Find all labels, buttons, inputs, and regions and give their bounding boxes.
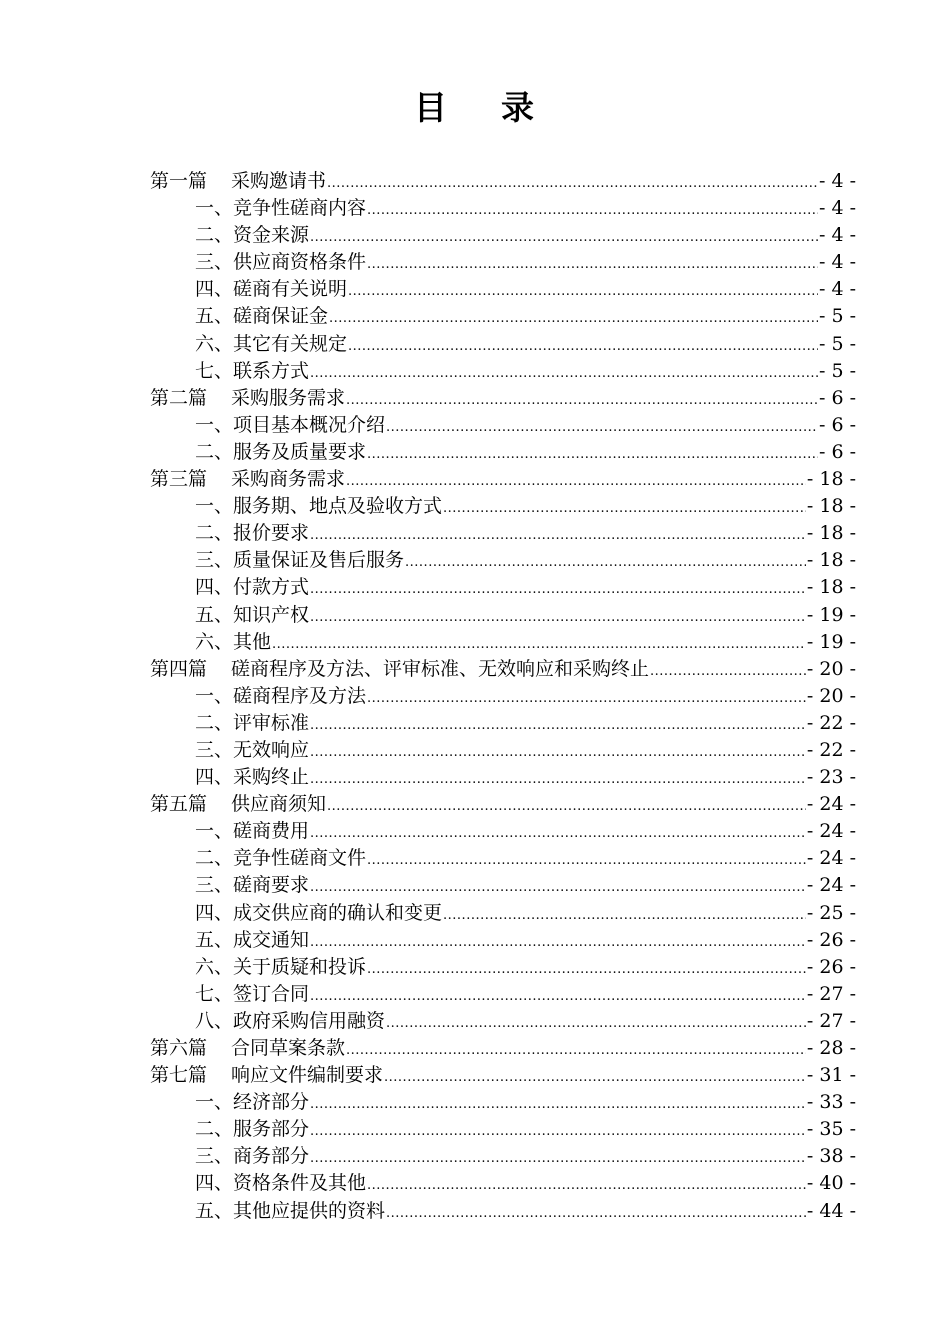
toc-entry-label <box>195 547 404 574</box>
toc-entry-label <box>150 656 649 683</box>
toc-section-entry[interactable] <box>150 520 856 547</box>
toc-entry-number: 六、 <box>195 332 234 355</box>
toc-dot-leader <box>272 631 806 658</box>
toc-entry-label <box>195 872 309 899</box>
toc-page-number: - 23 - <box>806 766 856 789</box>
toc-entry-text: 关于质疑和投诉 <box>233 955 367 978</box>
toc-entry-label <box>195 439 366 466</box>
toc-entry-number: 一、 <box>195 413 234 436</box>
toc-dot-leader <box>310 224 818 251</box>
toc-section-entry[interactable] <box>150 900 856 927</box>
toc-dot-leader <box>310 712 806 739</box>
toc-entry-text: 响应文件编制要求 <box>231 1064 384 1087</box>
toc-entry-number: 五、 <box>195 928 234 951</box>
toc-entry-text: 其他应提供的资料 <box>233 1199 386 1222</box>
toc-chapter-entry[interactable] <box>150 1035 856 1062</box>
toc-entry-text: 磋商保证金 <box>233 305 329 328</box>
toc-dot-leader <box>367 1172 806 1199</box>
toc-page-number: - 24 - <box>806 874 856 897</box>
toc-entry-label <box>195 683 366 710</box>
toc-entry-label <box>195 493 442 520</box>
toc-page-number: - 5 - <box>818 359 856 382</box>
toc-entry-label <box>195 1198 385 1225</box>
toc-entry-number: 二、 <box>195 522 234 545</box>
toc-entry-number: 四、 <box>195 1172 234 1195</box>
toc-entry-label <box>195 845 366 872</box>
toc-entry-number: 五、 <box>195 1199 234 1222</box>
toc-section-entry[interactable] <box>150 1089 856 1116</box>
toc-dot-leader <box>367 197 818 224</box>
toc-page-number: - 5 - <box>818 305 856 328</box>
toc-chapter-entry[interactable] <box>150 656 856 683</box>
toc-section-entry[interactable] <box>150 683 856 710</box>
toc-entry-label <box>195 222 309 249</box>
toc-entry-number: 第六篇 <box>150 1037 208 1059</box>
toc-page-number: - 4 - <box>818 224 856 247</box>
toc-page-number: - 27 - <box>806 982 856 1005</box>
toc-dot-leader <box>386 1200 806 1227</box>
toc-entry-text: 质量保证及售后服务 <box>233 549 405 572</box>
toc-entry-label <box>195 927 309 954</box>
toc-page-number: - 6 - <box>818 386 856 409</box>
toc-section-entry[interactable] <box>150 1198 856 1225</box>
toc-entry-text: 磋商程序及方法 <box>233 684 367 707</box>
toc-section-entry[interactable] <box>150 195 856 222</box>
toc-chapter-entry[interactable] <box>150 385 856 412</box>
toc-page-number: - 18 - <box>806 468 856 491</box>
toc-page-number: - 26 - <box>806 928 856 951</box>
toc-entry-number: 第二篇 <box>150 386 208 409</box>
toc-entry-text: 其他 <box>233 630 272 653</box>
toc-entry-text: 合同草案条款 <box>231 1037 346 1059</box>
toc-entry-label <box>195 1170 366 1197</box>
toc-section-entry[interactable] <box>150 439 856 466</box>
toc-section-entry[interactable] <box>150 629 856 656</box>
toc-entry-number: 二、 <box>195 224 234 247</box>
toc-page-number: - 18 - <box>806 576 856 599</box>
toc-entry-number: 二、 <box>195 711 234 734</box>
toc-entry-number: 六、 <box>195 630 234 653</box>
toc-entry-text: 服务期、地点及验收方式 <box>233 495 443 518</box>
toc-section-entry[interactable] <box>150 927 856 954</box>
toc-section-entry[interactable] <box>150 249 856 276</box>
toc-entry-number: 一、 <box>195 1091 234 1114</box>
toc-page-number: - 27 - <box>806 1009 856 1032</box>
toc-entry-number: 一、 <box>195 495 234 518</box>
toc-entry-text: 采购商务需求 <box>231 468 346 491</box>
toc-entry-label <box>150 466 345 493</box>
toc-entry-label <box>150 168 326 195</box>
toc-entry-label <box>195 1089 309 1116</box>
toc-dot-leader <box>650 658 806 685</box>
toc-entry-label <box>195 629 271 656</box>
toc-entry-number: 六、 <box>195 955 234 978</box>
toc-page-number: - 22 - <box>806 711 856 734</box>
toc-entry-label <box>195 818 309 845</box>
toc-entry-number: 第五篇 <box>150 793 208 816</box>
table-of-contents <box>150 168 856 1225</box>
toc-section-entry[interactable] <box>150 818 856 845</box>
toc-section-entry[interactable] <box>150 710 856 737</box>
toc-page-number: - 35 - <box>806 1118 856 1141</box>
toc-entry-text: 资格条件及其他 <box>233 1172 367 1195</box>
toc-entry-label <box>195 412 385 439</box>
toc-page-number: - 19 - <box>806 603 856 626</box>
toc-entry-text: 供应商须知 <box>231 793 327 816</box>
toc-entry-label <box>195 602 309 629</box>
toc-page-number: - 20 - <box>806 684 856 707</box>
toc-section-entry[interactable] <box>150 276 856 303</box>
toc-section-entry[interactable] <box>150 1143 856 1170</box>
toc-page-number: - 4 - <box>818 197 856 220</box>
toc-dot-leader <box>310 604 806 631</box>
toc-page-number: - 6 - <box>818 440 856 463</box>
toc-entry-number: 七、 <box>195 359 234 382</box>
toc-title <box>0 84 950 132</box>
toc-page-number: - 4 - <box>818 251 856 274</box>
toc-entry-number: 五、 <box>195 305 234 328</box>
toc-dot-leader <box>367 441 818 468</box>
toc-section-entry[interactable] <box>150 954 856 981</box>
toc-section-entry[interactable] <box>150 981 856 1008</box>
toc-dot-leader <box>367 685 806 712</box>
toc-entry-number: 七、 <box>195 982 234 1005</box>
toc-dot-leader <box>310 1091 806 1118</box>
toc-entry-label <box>195 1008 385 1035</box>
toc-dot-leader <box>348 278 818 305</box>
toc-dot-leader <box>443 902 806 929</box>
toc-section-entry[interactable] <box>150 845 856 872</box>
toc-entry-label <box>195 737 309 764</box>
toc-entry-label <box>150 1062 383 1089</box>
toc-entry-text: 付款方式 <box>233 576 310 599</box>
toc-page-number: - 26 - <box>806 955 856 978</box>
toc-dot-leader <box>310 820 806 847</box>
toc-chapter-entry[interactable] <box>150 466 856 493</box>
toc-page-number: - 4 - <box>818 278 856 301</box>
toc-entry-label <box>150 385 345 412</box>
toc-entry-text: 磋商有关说明 <box>233 278 348 301</box>
toc-dot-leader <box>310 576 806 603</box>
toc-dot-leader <box>327 170 818 197</box>
toc-entry-text: 政府采购信用融资 <box>233 1009 386 1032</box>
toc-dot-leader <box>310 983 806 1010</box>
toc-page-number: - 24 - <box>806 793 856 816</box>
toc-page-number: - 28 - <box>806 1037 856 1059</box>
toc-entry-number: 第三篇 <box>150 468 208 491</box>
toc-entry-number: 二、 <box>195 1118 234 1141</box>
toc-entry-label <box>195 1116 309 1143</box>
toc-chapter-entry[interactable] <box>150 1062 856 1089</box>
toc-page-number: - 4 - <box>818 170 856 192</box>
toc-entry-number: 第七篇 <box>150 1064 208 1087</box>
toc-page-number: - 25 - <box>806 901 856 924</box>
toc-entry-label <box>195 900 442 927</box>
toc-entry-number: 三、 <box>195 738 234 761</box>
toc-dot-leader <box>346 1037 806 1064</box>
toc-dot-leader <box>310 739 806 766</box>
toc-title-part-1: 目 <box>414 88 449 127</box>
toc-entry-number: 四、 <box>195 576 234 599</box>
toc-section-entry[interactable] <box>150 872 856 899</box>
toc-entry-text: 磋商要求 <box>233 874 310 897</box>
toc-page-number: - 5 - <box>818 332 856 355</box>
toc-dot-leader <box>367 251 818 278</box>
toc-section-entry[interactable] <box>150 737 856 764</box>
toc-entry-text: 采购服务需求 <box>231 386 346 409</box>
toc-entry-label <box>195 331 347 358</box>
toc-entry-text: 采购终止 <box>233 766 310 789</box>
toc-entry-text: 报价要求 <box>233 522 310 545</box>
toc-dot-leader <box>310 360 818 387</box>
toc-entry-text: 项目基本概况介绍 <box>233 413 386 436</box>
toc-dot-leader <box>346 387 818 414</box>
toc-entry-text: 磋商程序及方法、评审标准、无效响应和采购终止 <box>231 657 650 680</box>
toc-dot-leader <box>443 495 806 522</box>
toc-page-number: - 6 - <box>818 413 856 436</box>
toc-entry-number: 一、 <box>195 197 234 220</box>
toc-section-entry[interactable] <box>150 412 856 439</box>
toc-page-number: - 22 - <box>806 738 856 761</box>
toc-page-number: - 24 - <box>806 820 856 843</box>
toc-entry-label <box>195 358 309 385</box>
toc-entry-text: 联系方式 <box>233 359 310 382</box>
toc-title-part-2: 录 <box>501 88 536 127</box>
toc-entry-number: 五、 <box>195 603 234 626</box>
toc-dot-leader <box>348 333 818 360</box>
toc-entry-label <box>150 791 326 818</box>
toc-entry-text: 磋商费用 <box>233 820 310 843</box>
toc-page-number: - 33 - <box>806 1091 856 1114</box>
toc-page-number: - 44 - <box>806 1199 856 1222</box>
toc-dot-leader <box>310 1118 806 1145</box>
toc-entry-number: 四、 <box>195 766 234 789</box>
toc-entry-label <box>195 520 309 547</box>
toc-entry-text: 竞争性磋商内容 <box>233 197 367 220</box>
toc-dot-leader <box>384 1064 806 1091</box>
toc-entry-text: 其它有关规定 <box>233 332 348 355</box>
toc-dot-leader <box>386 414 818 441</box>
toc-dot-leader <box>310 766 806 793</box>
toc-entry-text: 经济部分 <box>233 1091 310 1114</box>
toc-entry-text: 成交供应商的确认和变更 <box>233 901 443 924</box>
toc-section-entry[interactable] <box>150 358 856 385</box>
toc-entry-text: 采购邀请书 <box>231 170 327 192</box>
toc-dot-leader <box>386 1010 806 1037</box>
toc-entry-label <box>195 1143 309 1170</box>
toc-page-number: - 40 - <box>806 1172 856 1195</box>
toc-page-number: - 19 - <box>806 630 856 653</box>
toc-dot-leader <box>327 793 806 820</box>
toc-entry-text: 签订合同 <box>233 982 310 1005</box>
toc-page-number: - 18 - <box>806 522 856 545</box>
toc-entry-text: 评审标准 <box>233 711 310 734</box>
toc-section-entry[interactable] <box>150 574 856 601</box>
toc-page-number: - 38 - <box>806 1145 856 1168</box>
toc-entry-label <box>195 303 328 330</box>
toc-entry-text: 供应商资格条件 <box>233 251 367 274</box>
toc-section-entry[interactable] <box>150 1170 856 1197</box>
toc-dot-leader <box>310 1145 806 1172</box>
toc-section-entry[interactable] <box>150 1116 856 1143</box>
toc-entry-label <box>150 1035 345 1062</box>
toc-entry-text: 服务部分 <box>233 1118 310 1141</box>
toc-dot-leader <box>367 956 806 983</box>
toc-entry-number: 三、 <box>195 874 234 897</box>
toc-entry-label <box>195 249 366 276</box>
toc-entry-number: 二、 <box>195 847 234 870</box>
toc-dot-leader <box>329 305 818 332</box>
toc-entry-number: 二、 <box>195 440 234 463</box>
toc-page-number: - 20 - <box>806 657 856 680</box>
toc-entry-label <box>195 764 309 791</box>
toc-entry-text: 竞争性磋商文件 <box>233 847 367 870</box>
toc-entry-label <box>195 710 309 737</box>
toc-chapter-entry[interactable] <box>150 791 856 818</box>
toc-section-entry[interactable] <box>150 602 856 629</box>
toc-entry-number: 一、 <box>195 820 234 843</box>
toc-section-entry[interactable] <box>150 493 856 520</box>
toc-dot-leader <box>310 929 806 956</box>
toc-entry-text: 知识产权 <box>233 603 310 626</box>
toc-section-entry[interactable] <box>150 547 856 574</box>
toc-entry-label <box>195 954 366 981</box>
toc-section-entry[interactable] <box>150 303 856 330</box>
toc-entry-label <box>195 195 366 222</box>
toc-entry-number: 三、 <box>195 251 234 274</box>
toc-entry-number: 三、 <box>195 549 234 572</box>
toc-section-entry[interactable] <box>150 1008 856 1035</box>
toc-entry-number: 三、 <box>195 1145 234 1168</box>
toc-entry-number: 八、 <box>195 1009 234 1032</box>
toc-entry-text: 服务及质量要求 <box>233 440 367 463</box>
toc-entry-number: 四、 <box>195 278 234 301</box>
toc-page-number: - 31 - <box>806 1064 856 1087</box>
toc-entry-number: 一、 <box>195 684 234 707</box>
toc-entry-text: 资金来源 <box>233 224 310 247</box>
toc-dot-leader <box>346 468 806 495</box>
toc-entry-label <box>195 981 309 1008</box>
toc-entry-number: 第一篇 <box>150 170 208 192</box>
toc-dot-leader <box>310 874 806 901</box>
toc-entry-text: 商务部分 <box>233 1145 310 1168</box>
toc-entry-text: 成交通知 <box>233 928 310 951</box>
toc-section-entry[interactable] <box>150 764 856 791</box>
toc-section-entry[interactable] <box>150 222 856 249</box>
toc-entry-text: 无效响应 <box>233 738 310 761</box>
toc-page-number: - 18 - <box>806 549 856 572</box>
toc-dot-leader <box>405 549 806 576</box>
toc-entry-number: 四、 <box>195 901 234 924</box>
toc-dot-leader <box>310 522 806 549</box>
toc-entry-label <box>195 276 347 303</box>
toc-page-number: - 24 - <box>806 847 856 870</box>
toc-section-entry[interactable] <box>150 331 856 358</box>
toc-entry-number: 第四篇 <box>150 657 208 680</box>
toc-page-number: - 18 - <box>806 495 856 518</box>
toc-chapter-entry[interactable] <box>150 168 856 195</box>
toc-dot-leader <box>367 847 806 874</box>
toc-entry-label <box>195 574 309 601</box>
